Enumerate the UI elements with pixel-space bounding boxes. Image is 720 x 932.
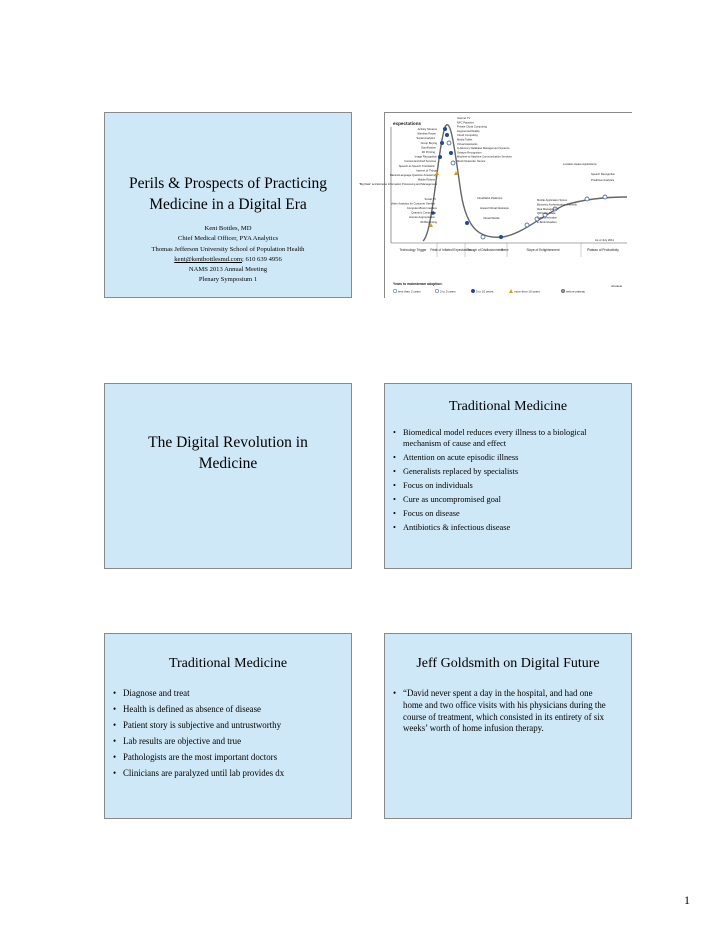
hype-label-right: Virtual Assistants [457, 142, 478, 146]
hype-cycle-chart [358, 113, 633, 299]
hype-label-left: Internet of Things [416, 169, 437, 173]
bullet-dot: • [113, 688, 117, 698]
hype-label-right: Internet TV [457, 117, 471, 120]
bullet-item [393, 453, 621, 464]
hype-label-right: Gesture Recognition [457, 151, 482, 155]
bullet-text: Focus on individuals [403, 480, 473, 490]
bullet-item [113, 736, 339, 748]
heading-line-1: The Digital Revolution in [148, 434, 308, 451]
legend-marker [509, 289, 513, 293]
contact-line [105, 255, 351, 265]
bullet-item [113, 704, 339, 716]
hype-label-left: 3D Bioprinting [420, 220, 437, 224]
bullet-list [393, 688, 613, 739]
bullet-dot: • [393, 466, 396, 476]
bullet-text: “David never spent a day in the hospital, and had one home and two office visits with his physicians during the course of treatment, which consisted in its entirety of six weeks’ worth of home infusion therapy. [403, 688, 606, 734]
hype-label-left: Quantum Computing [411, 211, 436, 215]
adoption-legend-item [471, 289, 494, 293]
phase-label: Slope of Enlightenment [526, 248, 560, 252]
bullet-text: Lab results are objective and true [123, 735, 242, 746]
date-note: As of July 2011 [595, 238, 614, 242]
bullet-item [393, 509, 621, 520]
hype-label-left: Social Analytics [416, 137, 435, 141]
title-line-1: Perils & Prospects of Practicing [128, 175, 328, 192]
obsolete-label: obsolete [611, 284, 623, 288]
bullet-dot: • [113, 751, 117, 762]
bullet-dot: • [393, 522, 396, 532]
hype-label-left: Activity Streams [417, 128, 437, 131]
bullet-item [393, 481, 621, 492]
hype-label-right: Machine-to-Machine Communication Services [457, 155, 512, 159]
hype-label-right: Biometric Authentication Methods [537, 203, 577, 207]
legend-marker [435, 289, 439, 293]
hype-label-left: Video Analytics for Customer Service [390, 202, 435, 206]
bullet-list [113, 688, 339, 784]
slide-title [104, 112, 352, 298]
adoption-legend-item [561, 289, 585, 293]
bullet-item [393, 523, 621, 534]
legend-marker [561, 289, 565, 293]
phase-label: Plateau of Productivity [587, 248, 619, 252]
slide-traditional-medicine-2 [104, 633, 352, 819]
hype-labels [359, 116, 616, 224]
bullet-text: Pathologists are the most important doctors [123, 751, 278, 762]
bullet-item [113, 720, 339, 732]
phase-label: Peak of Inflated Expectations [430, 248, 472, 252]
slide-digital-revolution [104, 383, 352, 569]
bullet-dot: • [393, 494, 396, 504]
bullet-dot: • [113, 735, 117, 746]
slide-traditional-medicine-1 [384, 383, 632, 569]
y-axis-label: expectations [393, 121, 422, 126]
bullet-dot: • [393, 452, 396, 462]
bullet-dot: • [113, 767, 117, 778]
author-block [105, 224, 351, 286]
phone-number: ; 610 639 4956 [242, 255, 282, 263]
hype-label-left: Mobile Robots [417, 178, 435, 182]
hype-label-left: Context-Enriched Services [404, 160, 436, 164]
bullet-text: Patient story is subjective and untrustworthy [123, 719, 282, 730]
hype-label-left: Group Buying [420, 141, 437, 145]
hype-label-left: Gamification [421, 146, 436, 150]
hype-label-right: Hosted Virtual Desktops [480, 207, 509, 210]
phase-label: Trough of Disillusionment [467, 248, 503, 252]
title-line-2: Medicine in a Digital Era [149, 196, 307, 213]
bullet-dot: • [393, 688, 397, 698]
slide-goldsmith [384, 633, 632, 819]
legend-text: before plateau [566, 289, 586, 294]
hype-label-right: Idea Management [537, 207, 559, 211]
hype-label-right: Media Tablet [457, 138, 473, 142]
adoption-title: Years to mainstream adoption: [393, 282, 443, 286]
bullet-item [113, 752, 339, 764]
bullet-item [393, 467, 621, 478]
bullet-dot: • [393, 480, 396, 490]
bullet-dot: • [113, 719, 117, 730]
bullet-text: Antibiotics & infectious disease [403, 522, 511, 532]
hype-label-right: Mesh Networks: Sensor [457, 160, 486, 163]
hype-label-right: Private Cloud Computing [457, 125, 487, 129]
hype-label-right: E-Book Readers [537, 221, 557, 224]
adoption-legend [393, 289, 585, 294]
bullet-dot: • [393, 428, 396, 437]
legend-text: more than 10 years [514, 289, 540, 294]
bullet-text: Health is defined as absence of disease [123, 703, 262, 714]
legend-marker [393, 289, 397, 293]
slide-hype-cycle [358, 112, 632, 298]
hype-label-left: "Big Data" and Extreme Information Processing and Management [358, 183, 437, 187]
session-name: Plenary Symposium 1 [198, 276, 258, 284]
hype-label-right: In-Memory Database Management Systems [457, 147, 510, 151]
slide-heading: Traditional Medicine [448, 399, 568, 414]
page-number: 1 [684, 893, 690, 907]
hype-label-right: Cloud Computing [457, 134, 478, 138]
hype-label-right: Predictive Analytics [591, 179, 615, 182]
slide-heading: Traditional Medicine [168, 656, 288, 671]
email-link[interactable]: kent@kentbottlesmd.com [174, 255, 243, 263]
bullet-item [393, 495, 621, 506]
bullet-list [393, 428, 621, 536]
bullet-item [393, 428, 621, 449]
bullet-text: Diagnose and treat [123, 688, 190, 698]
hype-label-left: Image Recognition [414, 155, 437, 159]
bullet-text: Cure as uncompromised goal [403, 494, 501, 504]
bullet-dot: • [113, 703, 117, 714]
slide-title-heading [105, 173, 351, 215]
hype-label-left: Wireless Power [417, 132, 436, 136]
heading-line-2: Medicine [198, 455, 258, 472]
hype-label-left: Computer-Brain Interface [406, 207, 437, 210]
hype-label-left: Human Augmentation [409, 216, 435, 220]
legend-text: 2 to 5 years [440, 289, 456, 294]
bullet-text: Attention on acute episodic illness [403, 452, 519, 462]
legend-text: less than 2 years [398, 289, 421, 294]
hype-label-right: Consumerization [537, 216, 558, 220]
hype-label-right: Speech Recognition [591, 173, 616, 176]
hype-label-left: Natural-Language Question Answering [389, 174, 436, 177]
author-school: Thomas Jefferson University School of Population Health [151, 245, 305, 253]
hype-label-right: QR/Color Code [537, 212, 556, 216]
bullet-item [113, 688, 339, 700]
bullet-dot: • [393, 508, 396, 518]
hype-label-left: 3D Printing [421, 151, 435, 154]
bullet-text: Clinicians are paralyzed until lab provides dx [123, 767, 285, 778]
hype-label-right: NFC Payment [457, 121, 474, 125]
author-name: Kent Bottles, MD [204, 225, 252, 232]
phase-labels [400, 248, 620, 252]
adoption-legend-item [393, 289, 421, 293]
hype-label-right: Location-Aware Applications [563, 163, 597, 166]
hype-markers [429, 127, 607, 239]
x-axis-label: time [501, 247, 509, 252]
meeting-name: NAMS 2013 Annual Meeting [188, 266, 268, 274]
hype-label-left: Speech-to-Speech Translation [398, 164, 435, 168]
hype-label-right: Cloud/Web Platforms [477, 197, 503, 200]
bullet-item [393, 688, 613, 735]
legend-marker [471, 289, 475, 293]
adoption-legend-item [435, 289, 456, 293]
hype-label-right: Virtual Worlds [483, 217, 500, 220]
slide-heading [105, 432, 351, 474]
phase-label: Technology Trigger [399, 248, 427, 252]
author-role: Chief Medical Officer, PYA Analytics [177, 235, 279, 243]
legend-text: 5 to 10 years [476, 289, 494, 294]
hype-label-right: Augmented Reality [457, 129, 480, 133]
adoption-legend-item [509, 289, 540, 294]
hype-cycle-svg [358, 113, 633, 299]
bullet-text: Generalists replaced by specialists [403, 466, 519, 476]
hype-label-left: Social TV [424, 197, 436, 201]
bullet-item [113, 768, 339, 780]
bullet-text: Focus on disease [403, 508, 460, 518]
bullet-text: Biomedical model reduces every illness to a biological mechanism of cause and effect [403, 428, 587, 448]
hype-label-right: Mobile Application Stores [537, 199, 568, 202]
slide-heading: Jeff Goldsmith on Digital Future [416, 656, 600, 671]
